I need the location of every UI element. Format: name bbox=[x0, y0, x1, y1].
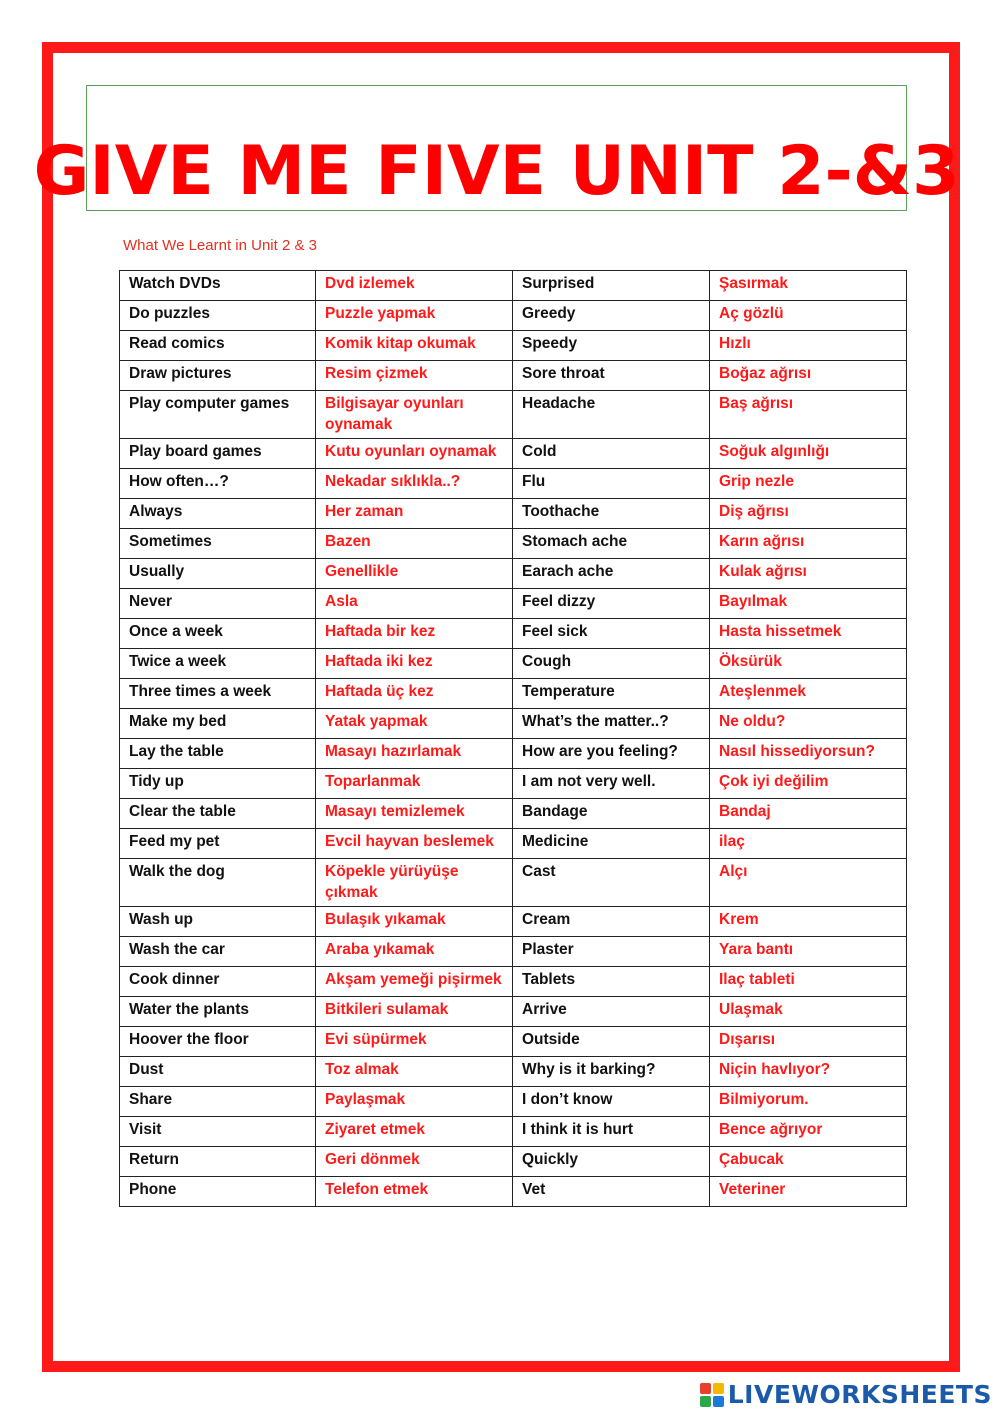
english-term-cell: How are you feeling? bbox=[513, 739, 710, 769]
english-term-cell: Feel sick bbox=[513, 619, 710, 649]
english-term-cell: Dust bbox=[120, 1057, 316, 1087]
english-term-cell: How often…? bbox=[120, 469, 316, 499]
turkish-translation-cell: Krem bbox=[710, 907, 907, 937]
english-term-cell: Play board games bbox=[120, 439, 316, 469]
english-term-cell: Share bbox=[120, 1087, 316, 1117]
table-row bbox=[120, 859, 907, 907]
english-term-cell: Greedy bbox=[513, 301, 710, 331]
table-row bbox=[120, 589, 907, 619]
liveworksheets-brand bbox=[700, 1380, 992, 1409]
english-term-cell: Cold bbox=[513, 439, 710, 469]
english-term-cell: Tablets bbox=[513, 967, 710, 997]
table-row bbox=[120, 331, 907, 361]
english-term-cell: Speedy bbox=[513, 331, 710, 361]
english-term-cell: Medicine bbox=[513, 829, 710, 859]
table-row bbox=[120, 907, 907, 937]
turkish-translation-cell: ilaç bbox=[710, 829, 907, 859]
english-term-cell: I think it is hurt bbox=[513, 1117, 710, 1147]
turkish-translation-cell: Ne oldu? bbox=[710, 709, 907, 739]
table-row bbox=[120, 559, 907, 589]
table-row bbox=[120, 937, 907, 967]
english-term-cell: Cast bbox=[513, 859, 710, 907]
turkish-translation-cell: Niçin havlıyor? bbox=[710, 1057, 907, 1087]
english-term-cell: Temperature bbox=[513, 679, 710, 709]
table-row bbox=[120, 469, 907, 499]
turkish-translation-cell: Bilgisayar oyunları oynamak bbox=[316, 391, 513, 439]
table-row bbox=[120, 997, 907, 1027]
table-row bbox=[120, 769, 907, 799]
table-row bbox=[120, 1027, 907, 1057]
turkish-translation-cell: Paylaşmak bbox=[316, 1087, 513, 1117]
english-term-cell: Three times a week bbox=[120, 679, 316, 709]
turkish-translation-cell: Kulak ağrısı bbox=[710, 559, 907, 589]
brand-name: LIVEWORKSHEETS bbox=[727, 1380, 992, 1409]
turkish-translation-cell: Ziyaret etmek bbox=[316, 1117, 513, 1147]
english-term-cell: Lay the table bbox=[120, 739, 316, 769]
english-term-cell: Play computer games bbox=[120, 391, 316, 439]
turkish-translation-cell: Ateşlenmek bbox=[710, 679, 907, 709]
english-term-cell: Tidy up bbox=[120, 769, 316, 799]
table-row bbox=[120, 1117, 907, 1147]
vocabulary-table bbox=[119, 270, 907, 1207]
table-row bbox=[120, 301, 907, 331]
turkish-translation-cell: Öksürük bbox=[710, 649, 907, 679]
turkish-translation-cell: Bilmiyorum. bbox=[710, 1087, 907, 1117]
table-row bbox=[120, 391, 907, 439]
english-term-cell: Usually bbox=[120, 559, 316, 589]
english-term-cell: Never bbox=[120, 589, 316, 619]
turkish-translation-cell: Nekadar sıklıkla..? bbox=[316, 469, 513, 499]
english-term-cell: Flu bbox=[513, 469, 710, 499]
english-term-cell: Phone bbox=[120, 1177, 316, 1207]
english-term-cell: Cream bbox=[513, 907, 710, 937]
english-term-cell: Feel dizzy bbox=[513, 589, 710, 619]
turkish-translation-cell: Telefon etmek bbox=[316, 1177, 513, 1207]
english-term-cell: Cough bbox=[513, 649, 710, 679]
turkish-translation-cell: Geri dönmek bbox=[316, 1147, 513, 1177]
turkish-translation-cell: Masayı hazırlamak bbox=[316, 739, 513, 769]
table-row bbox=[120, 439, 907, 469]
english-term-cell: Why is it barking? bbox=[513, 1057, 710, 1087]
turkish-translation-cell: Ilaç tableti bbox=[710, 967, 907, 997]
turkish-translation-cell: Karın ağrısı bbox=[710, 529, 907, 559]
table-row bbox=[120, 619, 907, 649]
turkish-translation-cell: Çabucak bbox=[710, 1147, 907, 1177]
english-term-cell: Hoover the floor bbox=[120, 1027, 316, 1057]
turkish-translation-cell: Masayı temizlemek bbox=[316, 799, 513, 829]
turkish-translation-cell: Bitkileri sulamak bbox=[316, 997, 513, 1027]
turkish-translation-cell: Komik kitap okumak bbox=[316, 331, 513, 361]
turkish-translation-cell: Haftada iki kez bbox=[316, 649, 513, 679]
turkish-translation-cell: Akşam yemeği pişirmek bbox=[316, 967, 513, 997]
turkish-translation-cell: Çok iyi değilim bbox=[710, 769, 907, 799]
turkish-translation-cell: Yatak yapmak bbox=[316, 709, 513, 739]
vocabulary-table-body bbox=[120, 271, 907, 1207]
turkish-translation-cell: Bandaj bbox=[710, 799, 907, 829]
table-row bbox=[120, 829, 907, 859]
table-row bbox=[120, 709, 907, 739]
english-term-cell: Arrive bbox=[513, 997, 710, 1027]
english-term-cell: Wash up bbox=[120, 907, 316, 937]
english-term-cell: Plaster bbox=[513, 937, 710, 967]
english-term-cell: Sore throat bbox=[513, 361, 710, 391]
liveworksheets-logo-icon bbox=[700, 1383, 724, 1407]
table-row bbox=[120, 361, 907, 391]
page-subtitle: What We Learnt in Unit 2 & 3 bbox=[123, 237, 317, 254]
english-term-cell: Once a week bbox=[120, 619, 316, 649]
turkish-translation-cell: Kutu oyunları oynamak bbox=[316, 439, 513, 469]
turkish-translation-cell: Bazen bbox=[316, 529, 513, 559]
english-term-cell: Walk the dog bbox=[120, 859, 316, 907]
turkish-translation-cell: Bence ağrıyor bbox=[710, 1117, 907, 1147]
english-term-cell: Watch DVDs bbox=[120, 271, 316, 301]
table-row bbox=[120, 679, 907, 709]
english-term-cell: Earach ache bbox=[513, 559, 710, 589]
turkish-translation-cell: Toz almak bbox=[316, 1057, 513, 1087]
english-term-cell: Visit bbox=[120, 1117, 316, 1147]
english-term-cell: Cook dinner bbox=[120, 967, 316, 997]
english-term-cell: Water the plants bbox=[120, 997, 316, 1027]
english-term-cell: Twice a week bbox=[120, 649, 316, 679]
turkish-translation-cell: Veteriner bbox=[710, 1177, 907, 1207]
turkish-translation-cell: Evi süpürmek bbox=[316, 1027, 513, 1057]
english-term-cell: Headache bbox=[513, 391, 710, 439]
english-term-cell: What’s the matter..? bbox=[513, 709, 710, 739]
turkish-translation-cell: Genellikle bbox=[316, 559, 513, 589]
turkish-translation-cell: Yara bantı bbox=[710, 937, 907, 967]
english-term-cell: Wash the car bbox=[120, 937, 316, 967]
english-term-cell: Stomach ache bbox=[513, 529, 710, 559]
turkish-translation-cell: Grip nezle bbox=[710, 469, 907, 499]
turkish-translation-cell: Haftada bir kez bbox=[316, 619, 513, 649]
english-term-cell: Clear the table bbox=[120, 799, 316, 829]
turkish-translation-cell: Toparlanmak bbox=[316, 769, 513, 799]
english-term-cell: Draw pictures bbox=[120, 361, 316, 391]
turkish-translation-cell: Bulaşık yıkamak bbox=[316, 907, 513, 937]
turkish-translation-cell: Aç gözlü bbox=[710, 301, 907, 331]
turkish-translation-cell: Alçı bbox=[710, 859, 907, 907]
table-row bbox=[120, 1057, 907, 1087]
turkish-translation-cell: Hızlı bbox=[710, 331, 907, 361]
turkish-translation-cell: Dışarısı bbox=[710, 1027, 907, 1057]
turkish-translation-cell: Evcil hayvan beslemek bbox=[316, 829, 513, 859]
turkish-translation-cell: Şasırmak bbox=[710, 271, 907, 301]
turkish-translation-cell: Araba yıkamak bbox=[316, 937, 513, 967]
english-term-cell: Do puzzles bbox=[120, 301, 316, 331]
table-row bbox=[120, 799, 907, 829]
english-term-cell: Outside bbox=[513, 1027, 710, 1057]
turkish-translation-cell: Ulaşmak bbox=[710, 997, 907, 1027]
english-term-cell: I am not very well. bbox=[513, 769, 710, 799]
page-title: GIVE ME FIVE UNIT 2-&3 bbox=[33, 132, 960, 211]
table-row bbox=[120, 649, 907, 679]
turkish-translation-cell: Diş ağrısı bbox=[710, 499, 907, 529]
turkish-translation-cell: Hasta hissetmek bbox=[710, 619, 907, 649]
table-row bbox=[120, 271, 907, 301]
english-term-cell: Vet bbox=[513, 1177, 710, 1207]
english-term-cell: Sometimes bbox=[120, 529, 316, 559]
turkish-translation-cell: Boğaz ağrısı bbox=[710, 361, 907, 391]
english-term-cell: Always bbox=[120, 499, 316, 529]
turkish-translation-cell: Köpekle yürüyüşe çıkmak bbox=[316, 859, 513, 907]
turkish-translation-cell: Nasıl hissediyorsun? bbox=[710, 739, 907, 769]
turkish-translation-cell: Soğuk algınlığı bbox=[710, 439, 907, 469]
turkish-translation-cell: Haftada üç kez bbox=[316, 679, 513, 709]
english-term-cell: Toothache bbox=[513, 499, 710, 529]
english-term-cell: Surprised bbox=[513, 271, 710, 301]
table-row bbox=[120, 1177, 907, 1207]
table-row bbox=[120, 967, 907, 997]
turkish-translation-cell: Dvd izlemek bbox=[316, 271, 513, 301]
table-row bbox=[120, 529, 907, 559]
english-term-cell: Bandage bbox=[513, 799, 710, 829]
english-term-cell: Feed my pet bbox=[120, 829, 316, 859]
table-row bbox=[120, 1087, 907, 1117]
turkish-translation-cell: Bayılmak bbox=[710, 589, 907, 619]
turkish-translation-cell: Baş ağrısı bbox=[710, 391, 907, 439]
turkish-translation-cell: Resim çizmek bbox=[316, 361, 513, 391]
english-term-cell: Return bbox=[120, 1147, 316, 1177]
turkish-translation-cell: Puzzle yapmak bbox=[316, 301, 513, 331]
turkish-translation-cell: Her zaman bbox=[316, 499, 513, 529]
english-term-cell: I don’t know bbox=[513, 1087, 710, 1117]
turkish-translation-cell: Asla bbox=[316, 589, 513, 619]
title-box bbox=[33, 85, 960, 211]
table-row bbox=[120, 499, 907, 529]
english-term-cell: Read comics bbox=[120, 331, 316, 361]
english-term-cell: Make my bed bbox=[120, 709, 316, 739]
english-term-cell: Quickly bbox=[513, 1147, 710, 1177]
table-row bbox=[120, 739, 907, 769]
table-row bbox=[120, 1147, 907, 1177]
